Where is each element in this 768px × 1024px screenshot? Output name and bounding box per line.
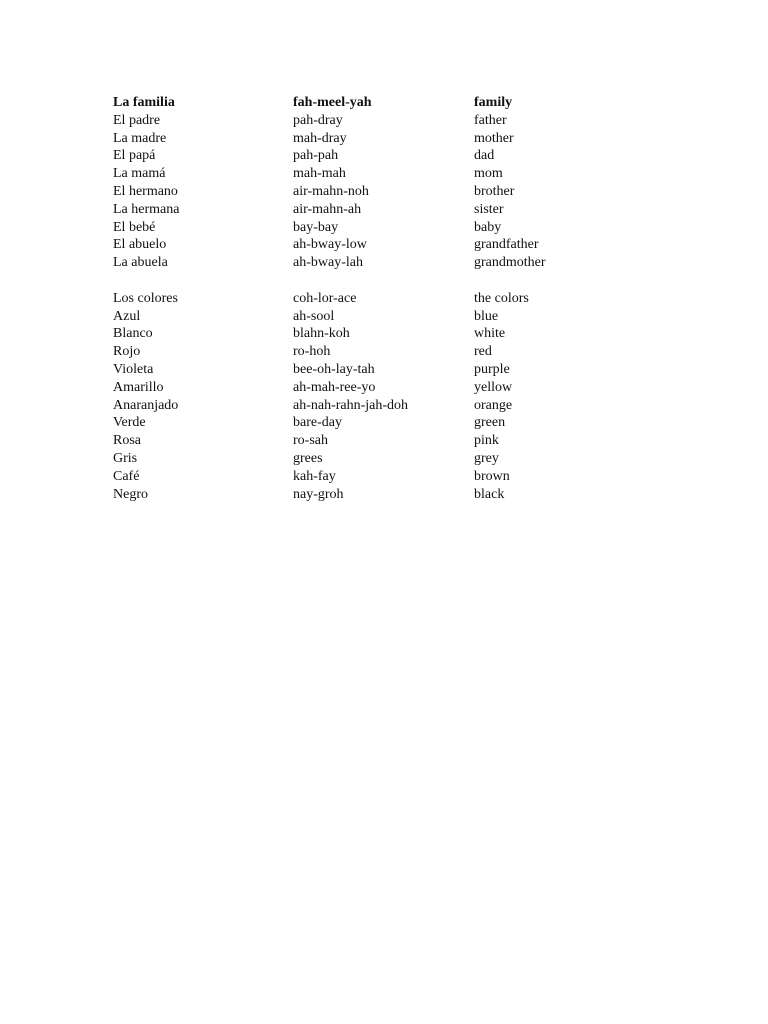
spanish-term: Rojo [113,344,141,360]
color-row [113,379,624,397]
english-translation: purple [474,361,510,377]
pronunciation: mah-mah [293,166,346,182]
spanish-term: Negro [113,486,148,502]
pronunciation: bee-oh-lay-tah [293,361,375,377]
family-row [113,254,624,272]
colors-heading-spanish: Los colores [113,290,178,306]
english-translation: brother [474,183,515,199]
family-row [113,165,624,183]
pronunciation: kah-fay [293,468,336,484]
pronunciation: grees [293,450,323,466]
spanish-term: Azul [113,308,141,324]
spanish-term: El papá [113,148,156,164]
color-row [113,361,624,379]
pronunciation: ah-sool [293,308,335,324]
spanish-term: El padre [113,112,161,128]
colors-heading-english: the colors [474,290,529,306]
color-row [113,468,624,486]
family-heading-spanish: La familia [113,95,175,110]
family-row [113,201,624,219]
pronunciation: mah-dray [293,130,347,146]
pronunciation: bare-day [293,415,342,431]
spanish-term: La madre [113,130,167,146]
pronunciation: ah-bway-low [293,237,367,253]
pronunciation: ah-mah-ree-yo [293,379,376,395]
spanish-term: Gris [113,450,138,466]
family-row [113,147,624,165]
english-translation: pink [474,433,499,449]
colors-header-row [113,290,624,308]
family-row [113,112,624,130]
color-row [113,343,624,361]
pronunciation: ro-hoh [293,344,331,360]
english-translation: black [474,486,505,502]
english-translation: grey [474,450,499,466]
english-translation: grandmother [474,255,546,271]
english-translation: grandfather [474,237,539,253]
english-translation: mother [474,130,514,146]
family-row [113,183,624,201]
english-translation: sister [474,201,504,217]
family-heading-english: family [474,95,513,110]
color-row [113,308,624,326]
section-spacer [113,272,624,290]
family-row [113,236,624,254]
pronunciation: air-mahn-ah [293,201,362,217]
spanish-term: Amarillo [113,379,164,395]
english-translation: mom [474,166,503,182]
family-row [113,219,624,237]
spanish-term: Blanco [113,326,153,342]
pronunciation: nay-groh [293,486,344,502]
color-row [113,432,624,450]
pronunciation: ah-bway-lah [293,255,363,271]
english-translation: father [474,112,507,128]
spanish-term: Café [113,468,140,484]
english-translation: brown [474,468,510,484]
english-translation: blue [474,308,499,324]
family-heading-pronunciation: fah-meel-yah [293,95,372,110]
english-translation: orange [474,397,513,413]
family-header-row [113,94,624,112]
spanish-term: La hermana [113,201,180,217]
color-row [113,325,624,343]
color-row [113,486,624,504]
pronunciation: air-mahn-noh [293,183,369,199]
pronunciation: bay-bay [293,219,339,235]
family-row [113,130,624,148]
pronunciation: blahn-koh [293,326,350,342]
spanish-term: Verde [113,415,146,431]
pronunciation: pah-dray [293,112,343,128]
english-translation: dad [474,148,495,164]
english-translation: baby [474,219,502,235]
pronunciation: ah-nah-rahn-jah-doh [293,397,409,413]
english-translation: green [474,415,506,431]
pronunciation: pah-pah [293,148,339,164]
english-translation: white [474,326,506,342]
colors-heading-pronunciation: coh-lor-ace [293,290,357,306]
spanish-term: El hermano [113,183,178,199]
vocabulary-table [113,94,624,503]
spanish-term: Violeta [113,361,154,377]
spanish-term: La mamá [113,166,166,182]
spanish-term: Anaranjado [113,397,179,413]
spanish-term: El bebé [113,219,156,235]
color-row [113,450,624,468]
color-row [113,414,624,432]
pronunciation: ro-sah [293,433,328,449]
color-row [113,397,624,415]
spanish-term: El abuelo [113,237,167,253]
english-translation: yellow [474,379,513,395]
spanish-term: Rosa [113,433,141,449]
english-translation: red [474,344,492,360]
spanish-term: La abuela [113,255,168,271]
